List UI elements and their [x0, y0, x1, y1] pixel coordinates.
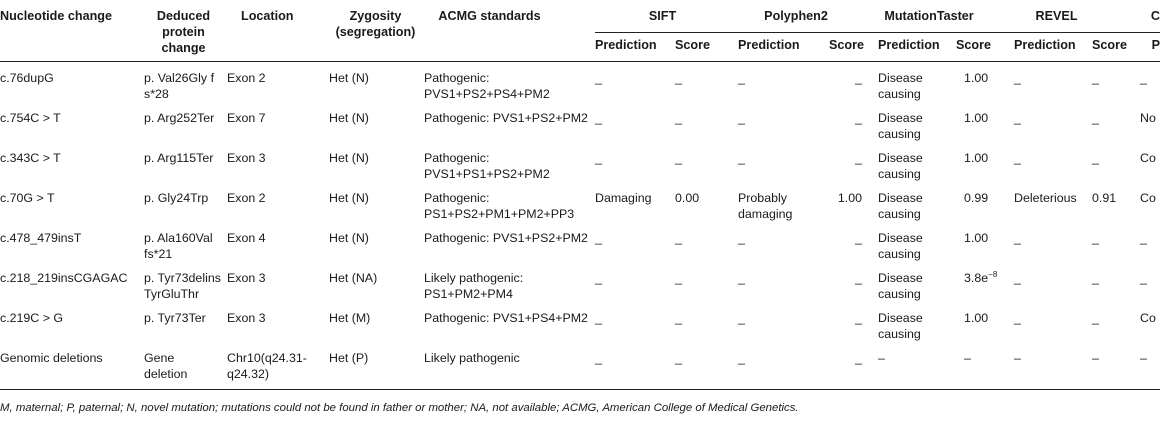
cell-zygosity-text: Het (N)	[329, 111, 369, 125]
cell-polyphen2-prediction	[730, 102, 829, 142]
cell-clipped-prediction	[1117, 342, 1160, 390]
cell-protein-change	[144, 142, 227, 182]
cell-revel-prediction-text: _	[1014, 111, 1021, 125]
cell-clipped-prediction	[1117, 302, 1160, 342]
header-zygosity: Zygosity (segregation)	[327, 0, 424, 62]
cell-mutationtaster-prediction	[862, 342, 942, 390]
cell-mutationtaster-prediction-text: –	[878, 351, 885, 365]
revel-prediction-header: Prediction	[996, 33, 1076, 62]
cell-sift-prediction-text: _	[595, 151, 602, 165]
table-footnote: M, maternal; P, paternal; N, novel mutation; mutations could not be found in father or mother; NA, not available; ACMG, American College of Medical Genetics.	[0, 402, 799, 414]
cell-sift-prediction-text: _	[595, 271, 602, 285]
cell-acmg	[424, 222, 595, 262]
cell-polyphen2-prediction	[730, 262, 829, 302]
cell-polyphen2-score-text: _	[855, 351, 863, 365]
cell-sift-score	[665, 182, 730, 222]
cell-zygosity	[327, 102, 424, 142]
cell-clipped-prediction-text: Co	[1140, 191, 1156, 205]
cell-sift-prediction	[595, 302, 665, 342]
cell-mutationtaster-prediction-text: Disease causing	[878, 151, 923, 181]
cell-polyphen2-score	[829, 222, 862, 262]
cell-sift-prediction	[595, 262, 665, 302]
cell-sift-prediction-text: _	[595, 111, 602, 125]
cell-sift-score-text: _	[675, 351, 682, 365]
cell-polyphen2-score	[829, 342, 862, 390]
cell-polyphen2-prediction-text: _	[738, 351, 745, 365]
cell-mutationtaster-prediction	[862, 62, 942, 103]
cell-mutationtaster-prediction-text: Disease causing	[878, 111, 923, 141]
cell-sift-prediction	[595, 102, 665, 142]
cell-acmg	[424, 262, 595, 302]
cell-acmg-text: Pathogenic: PVS1+PS4+PM2	[424, 311, 588, 325]
cell-acmg-text: Pathogenic: PVS1+PS2+PM2	[424, 111, 588, 125]
header-location: Location	[227, 0, 327, 62]
cell-polyphen2-prediction-text: _	[738, 111, 745, 125]
cell-nucleotide-change-text: c.219C > G	[0, 311, 64, 325]
cell-nucleotide-change-text: c.70G > T	[0, 191, 55, 205]
cell-location	[227, 142, 327, 182]
cell-acmg-text: Pathogenic: PS1+PS2+PM1+PM2+PP3	[424, 191, 575, 221]
cell-sift-prediction	[595, 182, 665, 222]
cell-location	[227, 342, 327, 390]
cell-mutationtaster-score-text: –	[964, 351, 971, 365]
cell-polyphen2-score	[829, 262, 862, 302]
cell-location-text: Exon 3	[227, 151, 266, 165]
cell-revel-score-text: –	[1092, 351, 1099, 365]
cell-clipped-prediction	[1117, 262, 1160, 302]
cell-location	[227, 262, 327, 302]
cell-protein-change-text: Gene deletion	[144, 351, 188, 381]
cell-revel-score-text: 0.91	[1092, 191, 1117, 205]
cell-location-text: Exon 2	[227, 191, 266, 205]
cell-sift-score-text: _	[675, 151, 682, 165]
header-acmg-standards: ACMG standards	[424, 0, 595, 62]
cell-protein-change-text: p. Ala160Val fs*21	[144, 231, 213, 261]
cell-location-text: Exon 3	[227, 271, 266, 285]
cell-location-text: Exon 2	[227, 71, 266, 85]
cell-zygosity-text: Het (N)	[329, 71, 369, 85]
cell-polyphen2-prediction-text: _	[738, 151, 745, 165]
cell-revel-score	[1076, 102, 1117, 142]
cell-sift-prediction	[595, 142, 665, 182]
cell-acmg-text: Pathogenic: PVS1+PS2+PS4+PM2	[424, 71, 550, 101]
cell-mutationtaster-score	[942, 182, 996, 222]
table-body	[0, 62, 1160, 390]
cell-location	[227, 302, 327, 342]
cell-mutationtaster-prediction-text: Disease causing	[878, 311, 923, 341]
cell-revel-prediction	[996, 302, 1076, 342]
cell-mutationtaster-score-text: 1.00	[964, 111, 989, 125]
cell-mutationtaster-prediction	[862, 222, 942, 262]
cell-revel-score	[1076, 262, 1117, 302]
cell-polyphen2-prediction	[730, 302, 829, 342]
cell-revel-score	[1076, 142, 1117, 182]
cell-revel-prediction-text: Deleterious	[1014, 191, 1077, 205]
cell-mutationtaster-prediction	[862, 302, 942, 342]
cell-revel-prediction-text: –	[1014, 351, 1021, 365]
cell-acmg-text: Pathogenic: PVS1+PS1+PS2+PM2	[424, 151, 550, 181]
cell-sift-score	[665, 222, 730, 262]
cell-clipped-prediction	[1117, 142, 1160, 182]
cell-sift-score-text: _	[675, 271, 682, 285]
cell-revel-prediction-text: _	[1014, 231, 1021, 245]
cell-mutationtaster-score-text: 1.00	[964, 231, 989, 245]
cell-sift-prediction	[595, 62, 665, 103]
cell-zygosity-text: Het (N)	[329, 191, 369, 205]
cell-clipped-prediction-text: _	[1140, 271, 1147, 285]
cell-revel-prediction	[996, 62, 1076, 103]
sift-score-header: Score	[665, 33, 730, 62]
cell-zygosity-text: Het (P)	[329, 351, 369, 365]
cell-protein-change-text: p. Arg115Ter	[144, 151, 214, 165]
cell-nucleotide-change	[0, 142, 144, 182]
cell-mutationtaster-prediction	[862, 182, 942, 222]
cell-clipped-prediction-text: _	[1140, 71, 1147, 85]
cell-polyphen2-score-text: _	[855, 111, 863, 125]
cell-mutationtaster-prediction	[862, 142, 942, 182]
cell-mutationtaster-prediction	[862, 102, 942, 142]
cell-sift-score-text: 0.00	[675, 191, 700, 205]
cell-clipped-prediction-text: –	[1140, 351, 1147, 365]
cell-revel-score-text: _	[1092, 151, 1099, 165]
header-polyphen2: Polyphen2	[730, 0, 862, 33]
cell-nucleotide-change	[0, 302, 144, 342]
cell-mutationtaster-score-text: 3.8e	[964, 271, 989, 285]
cell-revel-score	[1076, 222, 1117, 262]
cell-polyphen2-prediction	[730, 182, 829, 222]
cell-zygosity	[327, 182, 424, 222]
header-row-1	[0, 0, 1160, 33]
cell-clipped-prediction-text: No	[1140, 111, 1156, 125]
cell-polyphen2-prediction	[730, 222, 829, 262]
header-deduced-protein-change: Deduced protein change	[144, 0, 227, 62]
cell-polyphen2-prediction	[730, 62, 829, 103]
cell-acmg-text: Likely pathogenic	[424, 351, 520, 365]
cell-clipped-prediction	[1117, 222, 1160, 262]
cell-revel-prediction-text: _	[1014, 271, 1021, 285]
cell-polyphen2-score-text: 1.00	[837, 191, 863, 205]
cell-acmg	[424, 342, 595, 390]
cell-mutationtaster-score	[942, 262, 996, 302]
cell-revel-prediction-text: _	[1014, 311, 1021, 325]
cell-polyphen2-prediction-text: _	[738, 71, 745, 85]
cell-polyphen2-score-text: _	[855, 231, 863, 245]
header-nucleotide-change: Nucleotide change	[0, 0, 144, 62]
cell-revel-prediction-text: _	[1014, 71, 1021, 85]
cell-clipped-prediction	[1117, 182, 1160, 222]
cell-protein-change-text: p. Arg252Ter	[144, 111, 215, 125]
cell-protein-change-text: p. Tyr73delins TyrGluThr	[144, 271, 221, 301]
cell-zygosity-text: Het (N)	[329, 151, 369, 165]
cell-sift-score	[665, 142, 730, 182]
cell-revel-score-text: _	[1092, 311, 1099, 325]
cell-zygosity	[327, 222, 424, 262]
cell-nucleotide-change	[0, 62, 144, 103]
cell-sift-score	[665, 302, 730, 342]
cell-mutationtaster-score	[942, 222, 996, 262]
mutationtaster-score-header: Score	[942, 33, 996, 62]
cell-clipped-prediction-text: Co	[1140, 151, 1156, 165]
cell-protein-change	[144, 302, 227, 342]
cell-protein-change	[144, 102, 227, 142]
cell-location-text: Exon 7	[227, 111, 266, 125]
cell-revel-score	[1076, 302, 1117, 342]
cell-mutationtaster-score	[942, 342, 996, 390]
cell-protein-change	[144, 62, 227, 103]
cell-protein-change	[144, 342, 227, 390]
cell-sift-prediction-text: _	[595, 311, 602, 325]
cell-sift-score	[665, 62, 730, 103]
cell-nucleotide-change-text: c.218_219insCGAGAC	[0, 271, 128, 285]
cell-nucleotide-change-text: c.343C > T	[0, 151, 61, 165]
cell-zygosity	[327, 62, 424, 103]
cell-polyphen2-score	[829, 142, 862, 182]
cell-acmg	[424, 302, 595, 342]
cell-polyphen2-score-text: _	[855, 71, 863, 85]
cell-revel-prediction	[996, 182, 1076, 222]
cell-revel-score-text: _	[1092, 111, 1099, 125]
cell-protein-change	[144, 182, 227, 222]
cell-sift-prediction-text: _	[595, 351, 602, 365]
cell-nucleotide-change	[0, 262, 144, 302]
cell-mutationtaster-prediction-text: Disease causing	[878, 231, 923, 261]
table-row	[0, 182, 1160, 222]
cell-acmg	[424, 102, 595, 142]
cell-polyphen2-score-text: _	[855, 311, 863, 325]
cell-nucleotide-change-text: Genomic deletions	[0, 351, 103, 365]
sift-prediction-header: Prediction	[595, 33, 665, 62]
cell-revel-score	[1076, 342, 1117, 390]
cell-revel-prediction	[996, 222, 1076, 262]
cell-sift-prediction-text: Damaging	[595, 191, 652, 205]
cell-revel-prediction-text: _	[1014, 151, 1021, 165]
cell-sift-prediction	[595, 342, 665, 390]
cell-mutationtaster-prediction	[862, 262, 942, 302]
cell-revel-score-text: _	[1092, 231, 1099, 245]
cell-protein-change	[144, 262, 227, 302]
cell-zygosity	[327, 262, 424, 302]
table-row	[0, 302, 1160, 342]
table-row	[0, 102, 1160, 142]
cell-nucleotide-change-text: c.478_479insT	[0, 231, 82, 245]
mutationtaster-prediction-header: Prediction	[862, 33, 942, 62]
cell-nucleotide-change-text: c.754C > T	[0, 111, 61, 125]
cell-zygosity-text: Het (N)	[329, 231, 369, 245]
table-row	[0, 62, 1160, 103]
cell-mutationtaster-prediction-text: Disease causing	[878, 191, 923, 221]
revel-score-header: Score	[1076, 33, 1117, 62]
cell-sift-prediction-text: _	[595, 71, 602, 85]
cell-revel-prediction	[996, 342, 1076, 390]
cell-revel-score	[1076, 62, 1117, 103]
cell-acmg-text: Likely pathogenic: PS1+PM2+PM4	[424, 271, 524, 301]
cell-polyphen2-score-text: _	[855, 151, 863, 165]
cell-location	[227, 62, 327, 103]
cell-revel-prediction	[996, 262, 1076, 302]
cell-protein-change	[144, 222, 227, 262]
cell-polyphen2-prediction-text: Probably damaging	[738, 191, 793, 221]
cell-polyphen2-prediction	[730, 342, 829, 390]
header-mutationtaster: MutationTaster	[862, 0, 996, 33]
cell-nucleotide-change	[0, 182, 144, 222]
cell-mutationtaster-score	[942, 102, 996, 142]
cell-clipped-prediction	[1117, 102, 1160, 142]
cell-mutationtaster-prediction-text: Disease causing	[878, 71, 923, 101]
cell-mutationtaster-prediction-text: Disease causing	[878, 271, 923, 301]
cell-sift-score-text: _	[675, 111, 682, 125]
cell-polyphen2-score	[829, 182, 862, 222]
cell-location-text: Exon 4	[227, 231, 266, 245]
cell-polyphen2-score	[829, 102, 862, 142]
cell-nucleotide-change	[0, 102, 144, 142]
header-revel: REVEL	[996, 0, 1117, 33]
cell-acmg-text: Pathogenic: PVS1+PS2+PM2	[424, 231, 588, 245]
table-row	[0, 222, 1160, 262]
cell-location-text: Exon 3	[227, 311, 266, 325]
cell-polyphen2-score-text: _	[855, 271, 863, 285]
cell-protein-change-text: p. Gly24Trp	[144, 191, 209, 205]
header-clipped-group: C	[1117, 0, 1160, 33]
cell-revel-score	[1076, 182, 1117, 222]
cell-nucleotide-change-text: c.76dupG	[0, 71, 54, 85]
cell-clipped-prediction-text: _	[1140, 231, 1147, 245]
cell-protein-change-text: p. Tyr73Ter	[144, 311, 206, 325]
cell-acmg	[424, 142, 595, 182]
score-exponent: −8	[988, 270, 998, 279]
cell-sift-prediction-text: _	[595, 231, 602, 245]
cell-zygosity	[327, 142, 424, 182]
clipped-sub-header: P	[1117, 33, 1160, 62]
cell-clipped-prediction	[1117, 62, 1160, 103]
cell-mutationtaster-score-text: 0.99	[964, 191, 989, 205]
table-row	[0, 342, 1160, 390]
cell-revel-prediction	[996, 102, 1076, 142]
cell-zygosity-text: Het (NA)	[329, 271, 378, 285]
cell-polyphen2-prediction-text: _	[738, 271, 745, 285]
cell-sift-score-text: _	[675, 231, 682, 245]
cell-clipped-prediction-text: Co	[1140, 311, 1156, 325]
cell-revel-prediction	[996, 142, 1076, 182]
cell-acmg	[424, 182, 595, 222]
cell-sift-score	[665, 102, 730, 142]
cell-location-text: Chr10(q24.31-q24.32)	[227, 351, 307, 381]
cell-revel-score-text: _	[1092, 271, 1099, 285]
cell-sift-prediction	[595, 222, 665, 262]
cell-polyphen2-score	[829, 302, 862, 342]
cell-zygosity-text: Het (M)	[329, 311, 371, 325]
cell-sift-score-text: _	[675, 71, 682, 85]
table-row	[0, 262, 1160, 302]
cell-polyphen2-prediction	[730, 142, 829, 182]
table-row	[0, 142, 1160, 182]
cell-nucleotide-change	[0, 222, 144, 262]
cell-mutationtaster-score-text: 1.00	[964, 71, 989, 85]
cell-sift-score	[665, 262, 730, 302]
cell-location	[227, 182, 327, 222]
cell-revel-score-text: _	[1092, 71, 1099, 85]
cell-mutationtaster-score-text: 1.00	[964, 151, 989, 165]
cell-mutationtaster-score	[942, 142, 996, 182]
cell-zygosity	[327, 342, 424, 390]
cell-polyphen2-score	[829, 62, 862, 103]
header-sift: SIFT	[595, 0, 730, 33]
cell-zygosity	[327, 302, 424, 342]
cell-sift-score-text: _	[675, 311, 682, 325]
cell-mutationtaster-score	[942, 302, 996, 342]
cell-nucleotide-change	[0, 342, 144, 390]
cell-location	[227, 102, 327, 142]
cell-protein-change-text: p. Val26Gly f s*28	[144, 71, 215, 101]
cell-polyphen2-prediction-text: _	[738, 311, 745, 325]
cell-mutationtaster-score	[942, 62, 996, 103]
polyphen2-score-header: Score	[829, 33, 862, 62]
cell-location	[227, 222, 327, 262]
cell-polyphen2-prediction-text: _	[738, 231, 745, 245]
cell-sift-score	[665, 342, 730, 390]
polyphen2-prediction-header: Prediction	[730, 33, 829, 62]
cell-mutationtaster-score-text: 1.00	[964, 311, 989, 325]
cell-acmg	[424, 62, 595, 103]
